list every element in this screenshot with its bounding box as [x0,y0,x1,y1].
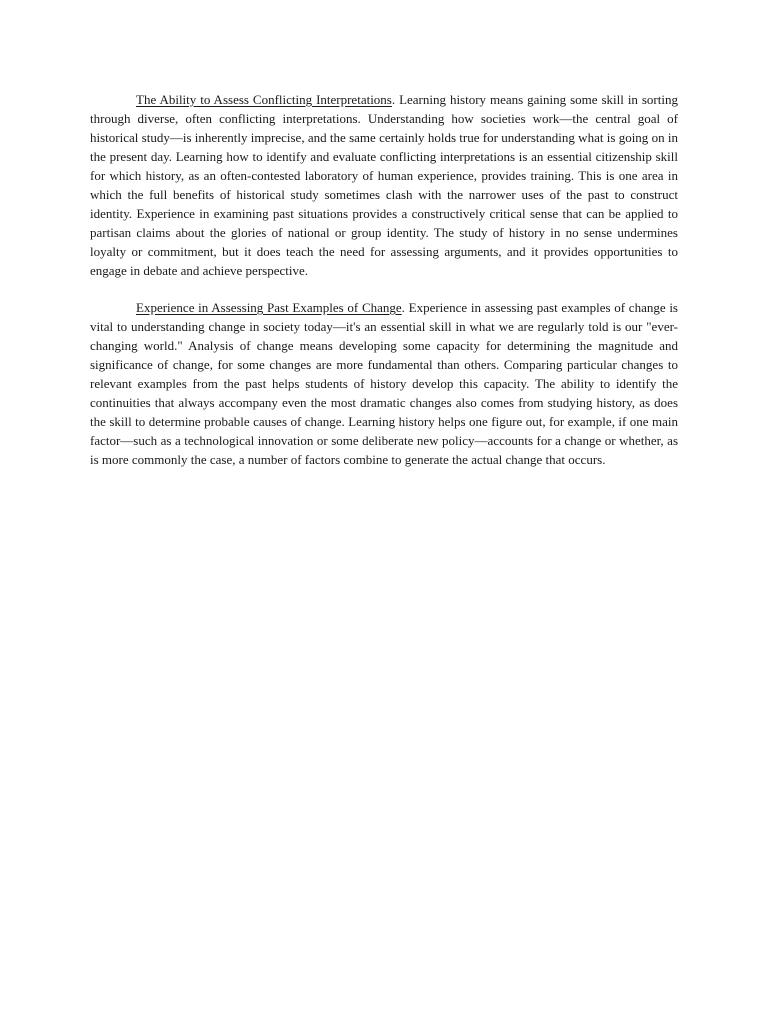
paragraph-text: . Experience in assessing past examples of change is vital to understanding change in society today—it's an essential skill in what we are regularly told is our "ever-changing world." Analysis of change means developing some capacity for determining the magnitude and significance of change, for some changes are more fundamental than others. Comparing particular changes to relevant examples from the past helps students of history develop this capacity. The ability to identify the continuities that always accompany even the most dramatic changes also comes from studying history, as does the skill to determine probable causes of change. Learning history helps one figure out, for example, if one main factor—such as a technological innovation or some deliberate new policy—accounts for a change or whether, as is more commonly the case, a number of factors combine to generate the actual change that occurs. [90,300,678,467]
paragraph-heading: Experience in Assessing Past Examples of Change [136,300,402,315]
paragraph-heading: The Ability to Assess Conflicting Interpretations [136,92,392,107]
paragraph-conflicting-interpretations [90,90,678,280]
document-body [90,90,678,487]
paragraph-examples-of-change [90,298,678,469]
paragraph-text: . Learning history means gaining some skill in sorting through diverse, often conflicting interpretations. Understanding how societies work—the central goal of historical study—is inherently imprecise, and the same certainly holds true for understanding what is going on in the present day. Learning how to identify and evaluate conflicting interpretations is an essential citizenship skill for which history, as an often-contested laboratory of human experience, provides training. This is one area in which the full benefits of historical study sometimes clash with the narrower uses of the past to construct identity. Experience in examining past situations provides a constructively critical sense that can be applied to partisan claims about the glories of national or group identity. The study of history in no sense undermines loyalty or commitment, but it does teach the need for assessing arguments, and it provides opportunities to engage in debate and achieve perspective. [90,92,678,278]
